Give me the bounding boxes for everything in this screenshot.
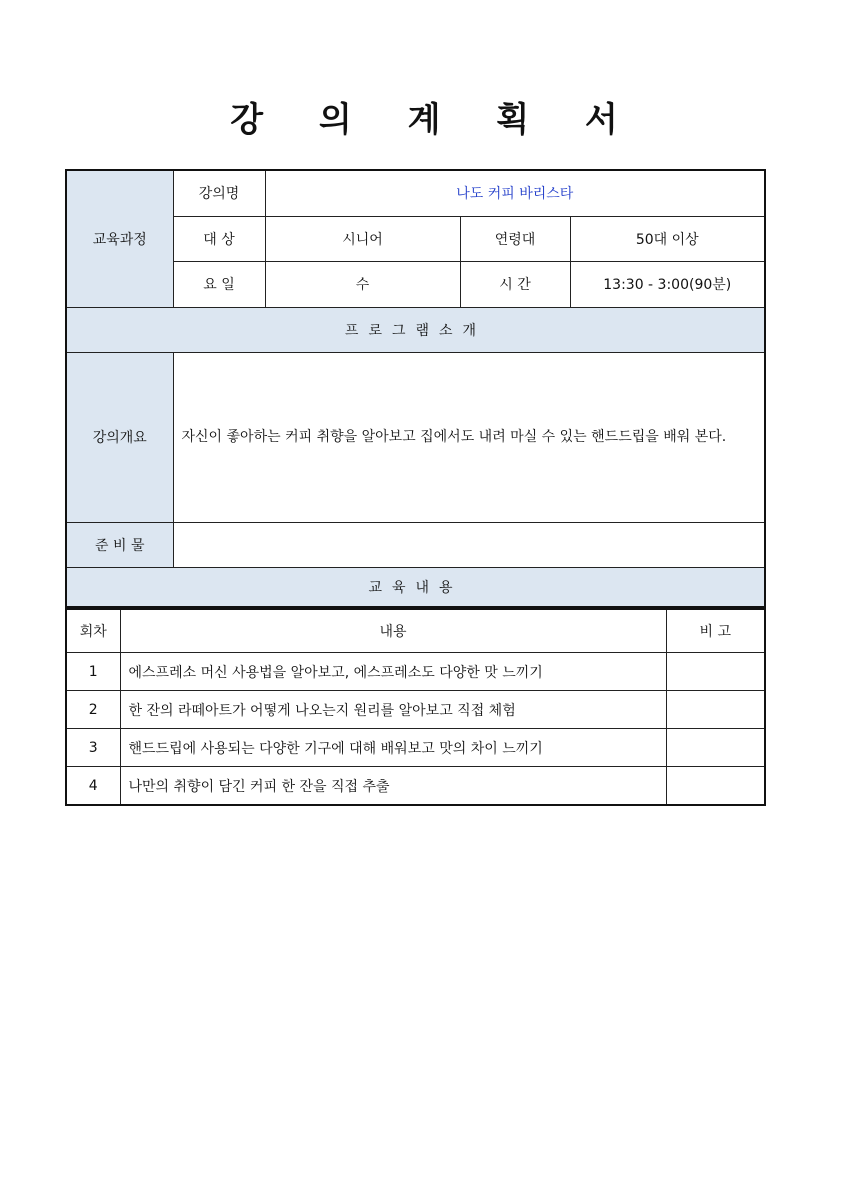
course-name-value: 나도 커피 바리스타 (265, 170, 765, 216)
session-content: 에스프레소 머신 사용법을 알아보고, 에스프레소도 다양한 맛 느끼기 (120, 653, 666, 691)
time-label: 시 간 (460, 261, 570, 307)
time-value: 13:30 - 3:00(90분) (570, 261, 765, 307)
day-label: 요 일 (173, 261, 265, 307)
session-number: 2 (66, 691, 120, 729)
target-label: 대 상 (173, 216, 265, 261)
materials-label: 준 비 물 (66, 522, 173, 567)
session-number: 1 (66, 653, 120, 691)
session-content: 핸드드립에 사용되는 다양한 기구에 대해 배워보고 맛의 차이 느끼기 (120, 729, 666, 767)
session-content: 한 잔의 라떼아트가 어떻게 나오는지 원리를 알아보고 직접 체험 (120, 691, 666, 729)
session-number: 3 (66, 729, 120, 767)
overview-label: 강의개요 (66, 352, 173, 522)
session-content: 나만의 취향이 담긴 커피 한 잔을 직접 추출 (120, 767, 666, 806)
session-number: 4 (66, 767, 120, 806)
age-value: 50대 이상 (570, 216, 765, 261)
program-section-header: 프로그램소개 (66, 307, 765, 352)
course-info-table (65, 169, 766, 608)
curriculum-table (65, 608, 766, 806)
session-note (666, 653, 765, 691)
day-value: 수 (265, 261, 460, 307)
materials-value (173, 522, 765, 567)
course-section-label: 교육과정 (66, 170, 173, 307)
table-row (66, 653, 765, 691)
age-label: 연령대 (460, 216, 570, 261)
session-note (666, 767, 765, 806)
course-name-label: 강의명 (173, 170, 265, 216)
page-title: 강 의 계 획 서 (230, 100, 640, 140)
target-value: 시니어 (265, 216, 460, 261)
table-row (66, 691, 765, 729)
overview-text: 자신이 좋아하는 커피 취향을 알아보고 집에서도 내려 마실 수 있는 핸드드립을 배워 본다. (173, 352, 765, 522)
table-row (66, 729, 765, 767)
session-note (666, 691, 765, 729)
session-note (666, 729, 765, 767)
col-session-header: 회차 (66, 609, 120, 653)
content-section-header: 교육내용 (66, 567, 765, 607)
col-content-header: 내용 (120, 609, 666, 653)
table-row (66, 767, 765, 806)
col-note-header: 비 고 (666, 609, 765, 653)
